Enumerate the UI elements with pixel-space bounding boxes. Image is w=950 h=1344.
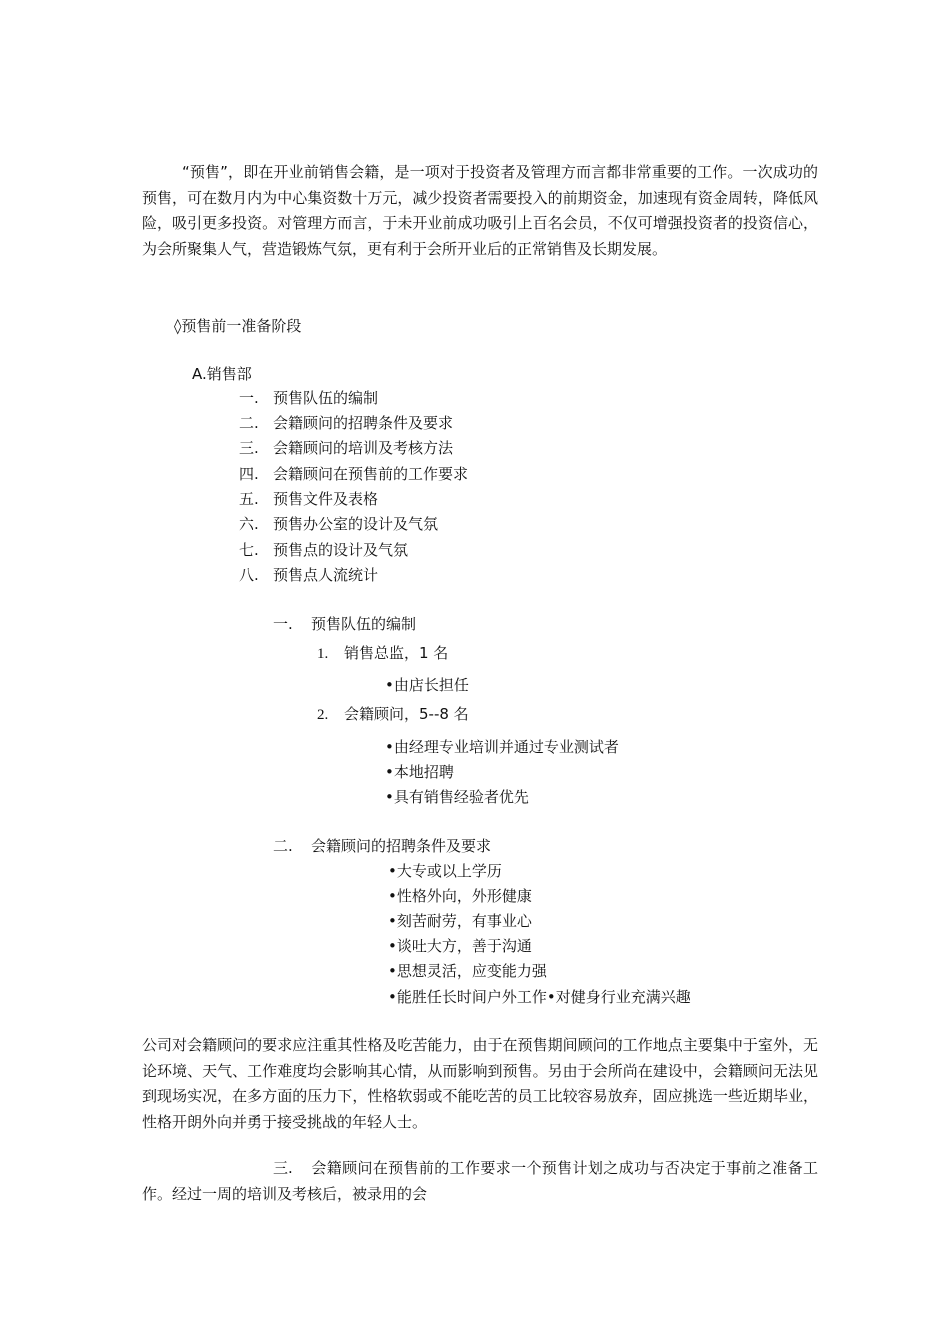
bullet-item: •大专或以上学历 bbox=[388, 862, 502, 880]
bullet-item: •本地招聘 bbox=[385, 763, 454, 781]
section-2-heading bbox=[273, 836, 491, 856]
toc-num: 八. bbox=[239, 566, 259, 584]
toc-item bbox=[239, 438, 453, 458]
toc-item bbox=[239, 464, 468, 484]
section-2-title: 会籍顾问的招聘条件及要求 bbox=[311, 837, 492, 855]
toc-item bbox=[239, 565, 378, 585]
toc-text: 会籍顾问的培训及考核方法 bbox=[273, 439, 454, 457]
staff-num: 1. bbox=[317, 646, 329, 662]
toc-item bbox=[239, 489, 378, 509]
section-3-num: 三. bbox=[273, 1159, 293, 1177]
bullet-item: •能胜任长时间户外工作•对健身行业充满兴趣 bbox=[388, 988, 691, 1006]
toc-num: 六. bbox=[239, 515, 259, 533]
toc-num: 三. bbox=[239, 439, 259, 457]
bullet-item: •谈吐大方，善于沟通 bbox=[388, 937, 532, 955]
section-3-text: 会籍顾问在预售前的工作要求一个预售计划之成功与否决定于事前之准备工作。经过一周的培训及考核后，被录用的会 bbox=[142, 1159, 818, 1203]
toc-item bbox=[239, 388, 378, 408]
toc-item bbox=[239, 413, 453, 433]
department-heading: A.销售部 bbox=[192, 365, 252, 383]
staff-text: 销售总监，1 名 bbox=[344, 644, 449, 662]
section-3-paragraph bbox=[142, 1156, 818, 1207]
requirement-paragraph: 公司对会籍顾问的要求应注重其性格及吃苦能力，由于在预售期间顾问的工作地点主要集中于室外，无论环境、天气、工作难度均会影响其心情，从而影响到预售。另由于会所尚在建设中，会籍顾问无法见到现场实况，在多方面的压力下，性格软弱或不能吃苦的员工比较容易放弃，固应挑选一些近期毕业，性格开朗外向并勇于接受挑战的年轻人士。 bbox=[142, 1036, 818, 1131]
staff-item bbox=[317, 643, 448, 664]
section-1-title: 预售队伍的编制 bbox=[311, 615, 417, 633]
toc-text: 预售办公室的设计及气氛 bbox=[273, 515, 439, 533]
toc-text: 会籍顾问在预售前的工作要求 bbox=[273, 465, 469, 483]
section-1-heading bbox=[273, 614, 416, 634]
section-2-num: 二. bbox=[273, 837, 293, 855]
section-title: ◊预售前一准备阶段 bbox=[174, 317, 302, 335]
toc-text: 预售队伍的编制 bbox=[273, 389, 379, 407]
toc-item bbox=[239, 540, 408, 560]
bullet-item: •思想灵活，应变能力强 bbox=[388, 962, 547, 980]
toc-num: 四. bbox=[239, 465, 259, 483]
toc-item bbox=[239, 514, 438, 534]
toc-text: 预售点人流统计 bbox=[273, 566, 379, 584]
intro-paragraph: “预售”，即在开业前销售会籍，是一项对于投资者及管理方而言都非常重要的工作。一次成功的预售，可在数月内为中心集资数十万元，减少投资者需要投入的前期资金，加速现有资金周转，降低风险，吸引更多投资。对管理方而言，于未开业前成功吸引上百名会员，不仅可增强投资者的投资信心，为会所聚集人气，营造锻炼气氛，更有利于会所开业后的正常销售及长期发展。 bbox=[142, 163, 818, 258]
toc-num: 五. bbox=[239, 490, 259, 508]
bullet-item: •性格外向，外形健康 bbox=[388, 887, 532, 905]
toc-num: 一. bbox=[239, 389, 259, 407]
bullet-item: •刻苦耐劳，有事业心 bbox=[388, 912, 532, 930]
section-1-num: 一. bbox=[273, 615, 293, 633]
toc-text: 预售文件及表格 bbox=[273, 490, 379, 508]
toc-num: 七. bbox=[239, 541, 259, 559]
staff-num: 2. bbox=[317, 707, 329, 723]
staff-text: 会籍顾问，5--8 名 bbox=[344, 705, 469, 723]
bullet-item: •具有销售经验者优先 bbox=[385, 788, 529, 806]
toc-text: 预售点的设计及气氛 bbox=[273, 541, 409, 559]
toc-num: 二. bbox=[239, 414, 259, 432]
bullet-item: •由经理专业培训并通过专业测试者 bbox=[385, 738, 619, 756]
bullet-item: •由店长担任 bbox=[385, 676, 469, 694]
toc-text: 会籍顾问的招聘条件及要求 bbox=[273, 414, 454, 432]
staff-item bbox=[317, 704, 469, 725]
